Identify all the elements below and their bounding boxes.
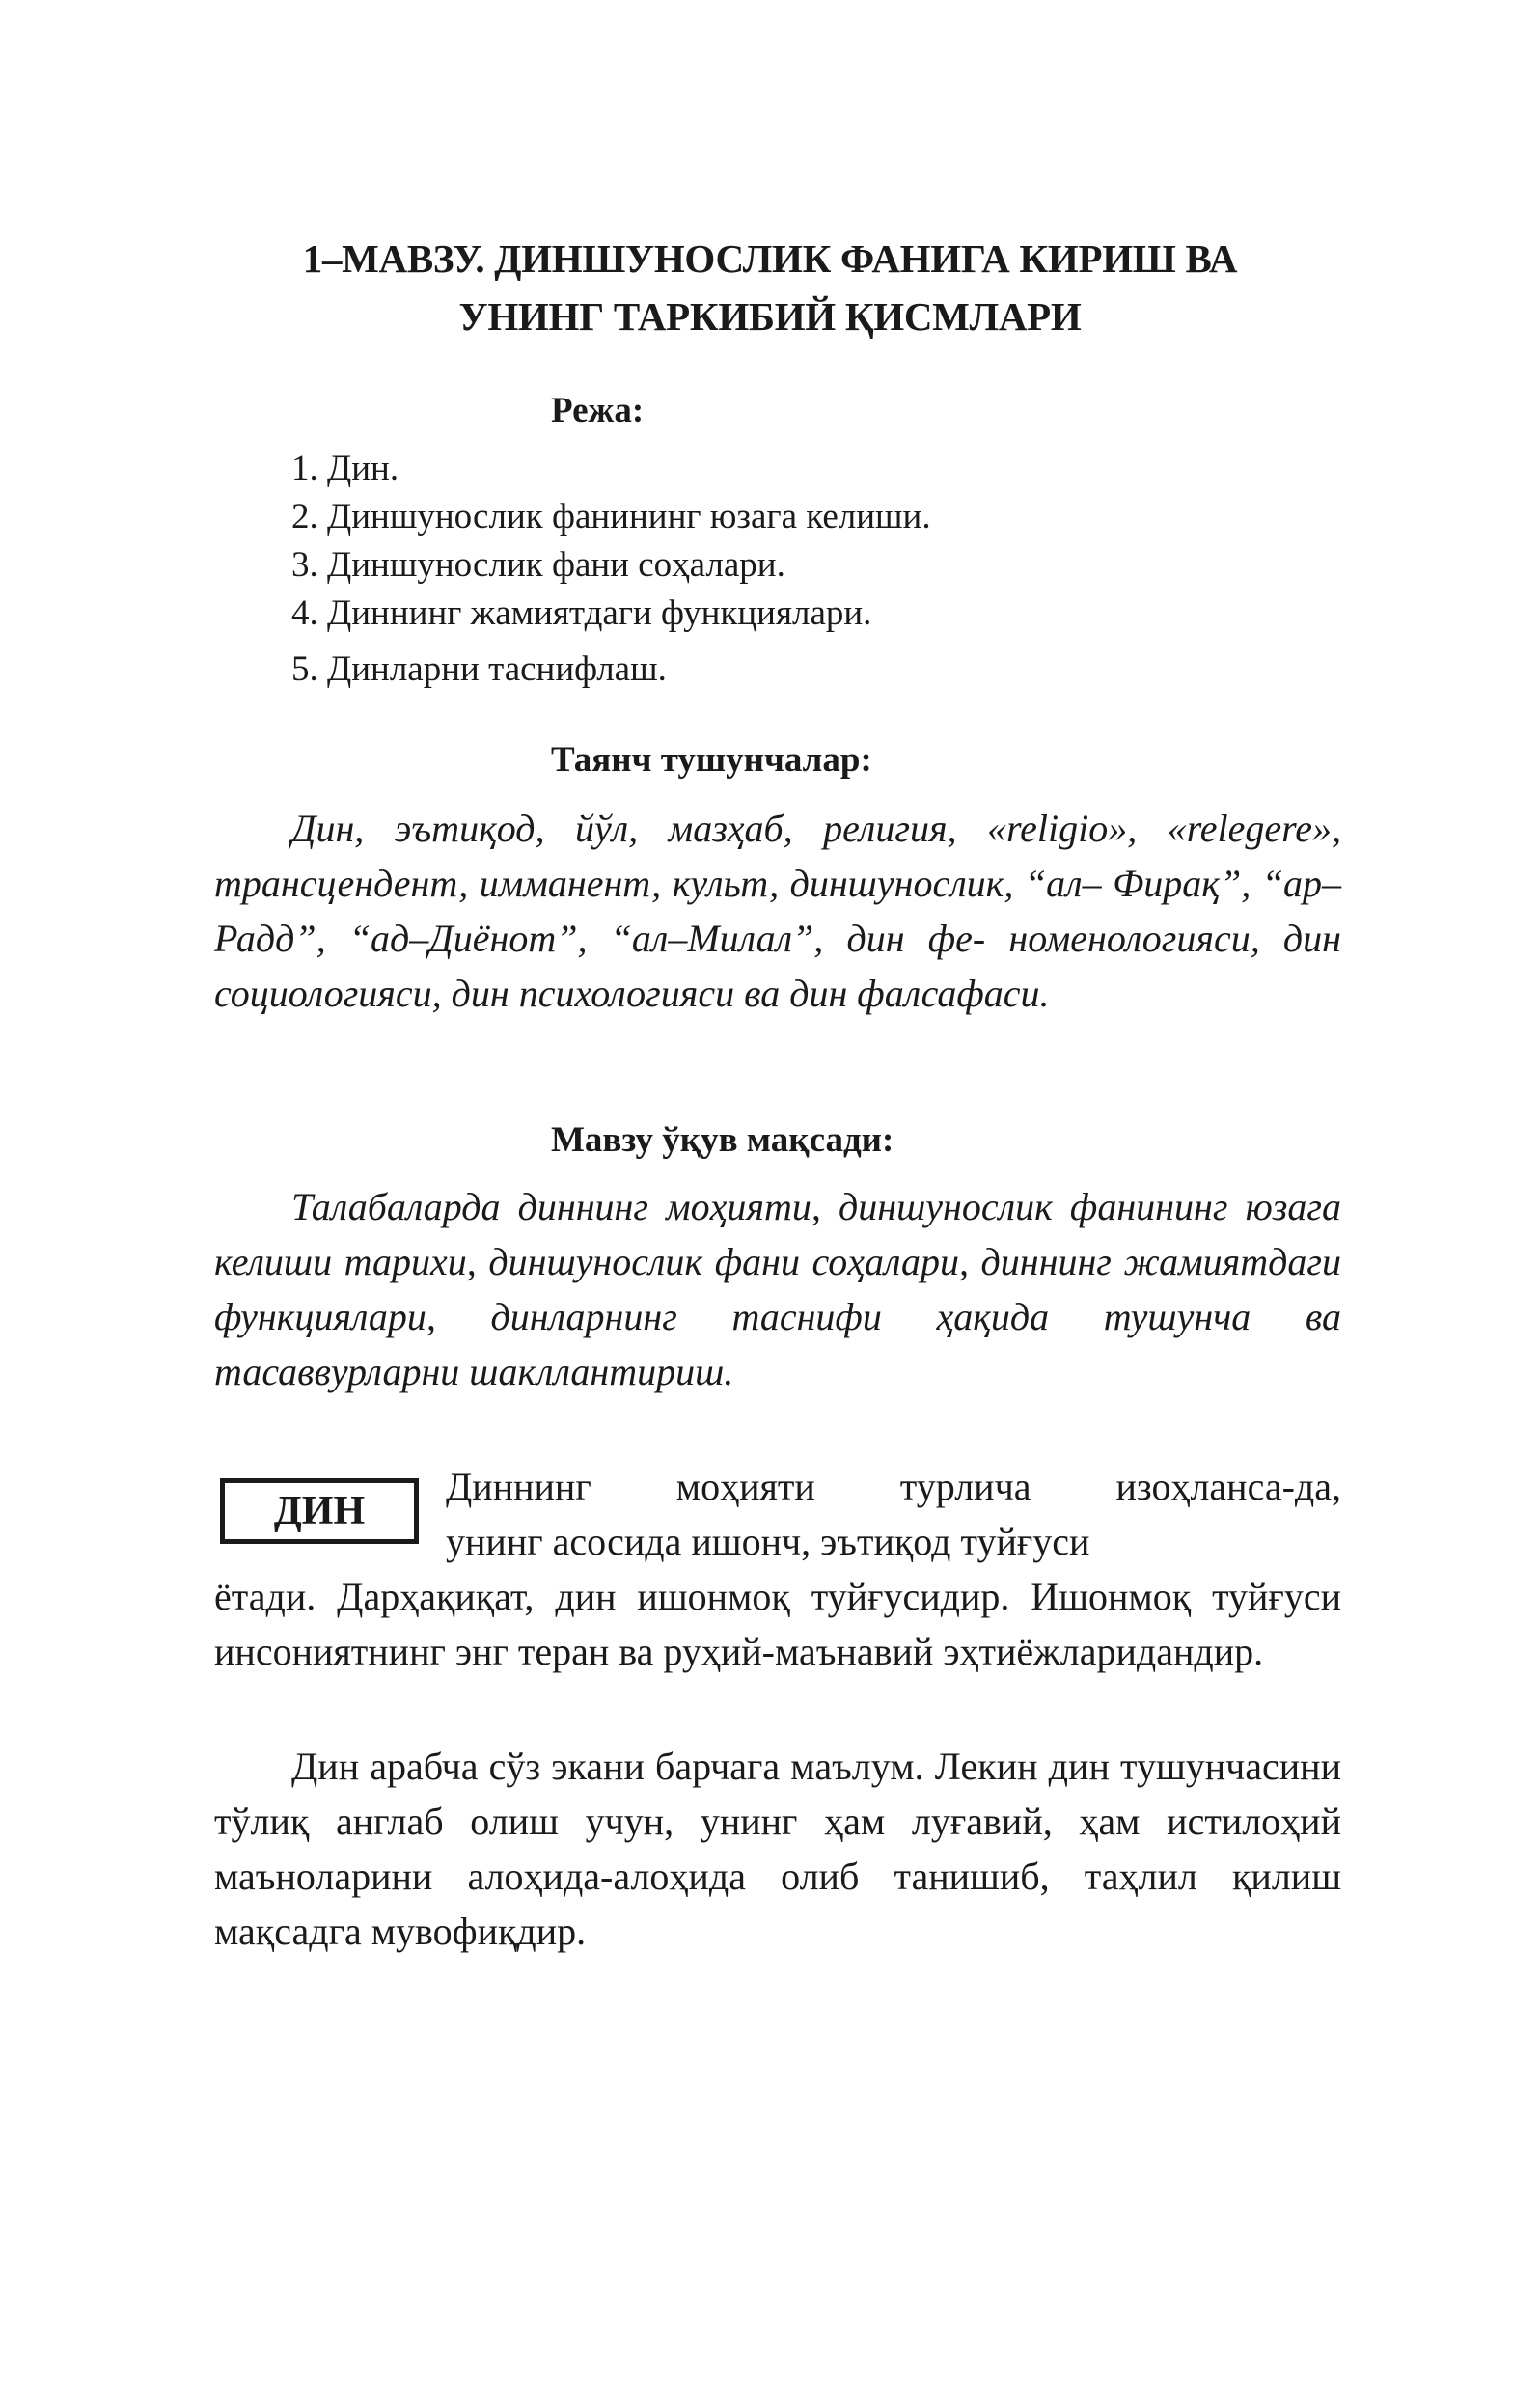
din-continuation-text: ётади. Дарҳақиқат, дин ишонмоқ туйғусидир. Ишонмоқ туйғуси инсониятнинг энг теран ва руҳий-маънавий эҳтиёжларидандир. (214, 1575, 1341, 1673)
plan-item: 3. Диншунослик фани соҳалари. (291, 545, 785, 585)
din-paragraph-2: Дин арабча сўз экани барчага маълум. Лекин дин тушунчасини тўлиқ англаб олиш учун, унинг ҳам луғавий, ҳам истилоҳий маъноларини алоҳида-алоҳида олиб танишиб, таҳлил қилиш мақсадга мувофиқдир. (214, 1745, 1341, 1953)
plan-item: 2. Диншунослик фанининг юзага келиши. (291, 497, 931, 537)
goal-heading: Мавзу ўқув мақсади: (551, 1120, 894, 1160)
plan-heading: Режа: (551, 391, 645, 430)
title-line-2: УНИНГ ТАРКИБИЙ ҚИСМЛАРИ (458, 294, 1082, 339)
plan-item: 1. Дин. (291, 449, 399, 488)
din-float-line-2: унинг асосида ишонч, эътиқод туйғуси (446, 1520, 1090, 1563)
goal-text: Талабаларда диннинг моҳияти, диншунослик фанининг юзага келиши тарихи, диншунослик фани соҳалари, диннинг жамиятдаги функциялари, динларнинг таснифи ҳақида тушунча ва тасаввурларни шакллантириш. (214, 1185, 1341, 1393)
page-title (214, 230, 1326, 345)
din-float-line-1: Диннинг моҳияти турлича изоҳланса-да, (446, 1465, 1341, 1508)
key-concepts-heading: Таянч тушунчалар: (551, 740, 872, 780)
plan-item: 5. Динларни таснифлаш. (291, 649, 667, 689)
key-concepts-text: Дин, эътиқод, йўл, мазҳаб, религия, «religio», «relegere», трансцендент, имманент, культ, диншунослик, “ал– Фирақ”, “ар–Радд”, “ад–Диёнот”, “ал–Милал”, дин фе- номенологияси, дин социологияси, дин психологияси ва дин фалсафаси. (214, 807, 1341, 1015)
plan-list (291, 445, 931, 694)
title-line-1: 1–МАВЗУ. ДИНШУНОСЛИК ФАНИГА КИРИШ ВА (302, 236, 1238, 281)
din-term-box: ДИН (220, 1478, 419, 1544)
plan-item: 4. Диннинг жамиятдаги функциялари. (291, 593, 872, 633)
